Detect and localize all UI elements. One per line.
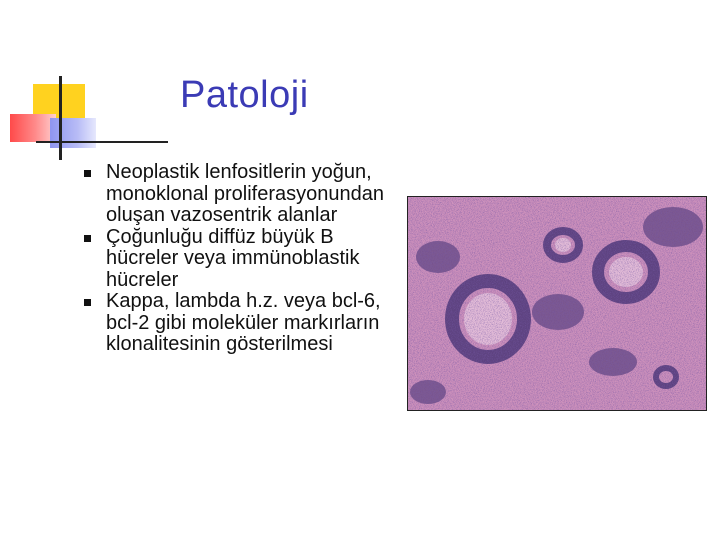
bullet-text: Çoğunluğu diffüz büyük B hücreler veya immünoblastik hücreler (106, 225, 360, 291)
logo-horizontal-line (36, 141, 168, 143)
bullet-text: Kappa, lambda h.z. veya bcl-6, bcl-2 gibi moleküler markırların klonalitesinin gösterilmesi (106, 290, 381, 355)
bullet-item (84, 162, 394, 227)
histology-micrograph (408, 197, 706, 410)
bullet-list (84, 162, 394, 356)
slide-title: Patoloji (180, 74, 309, 116)
bullet-item (84, 291, 394, 356)
histology-image (407, 196, 707, 411)
bullet-text: Neoplastik lenfositlerin yoğun, monoklonal proliferasyonundan oluşan vazosentrik alanlar (106, 161, 384, 226)
logo-blue-square (50, 118, 96, 148)
square-bullet-icon (84, 170, 91, 177)
square-bullet-icon (84, 299, 91, 306)
logo-vertical-line (59, 76, 62, 160)
square-bullet-icon (84, 235, 91, 242)
bullet-item (84, 227, 394, 292)
